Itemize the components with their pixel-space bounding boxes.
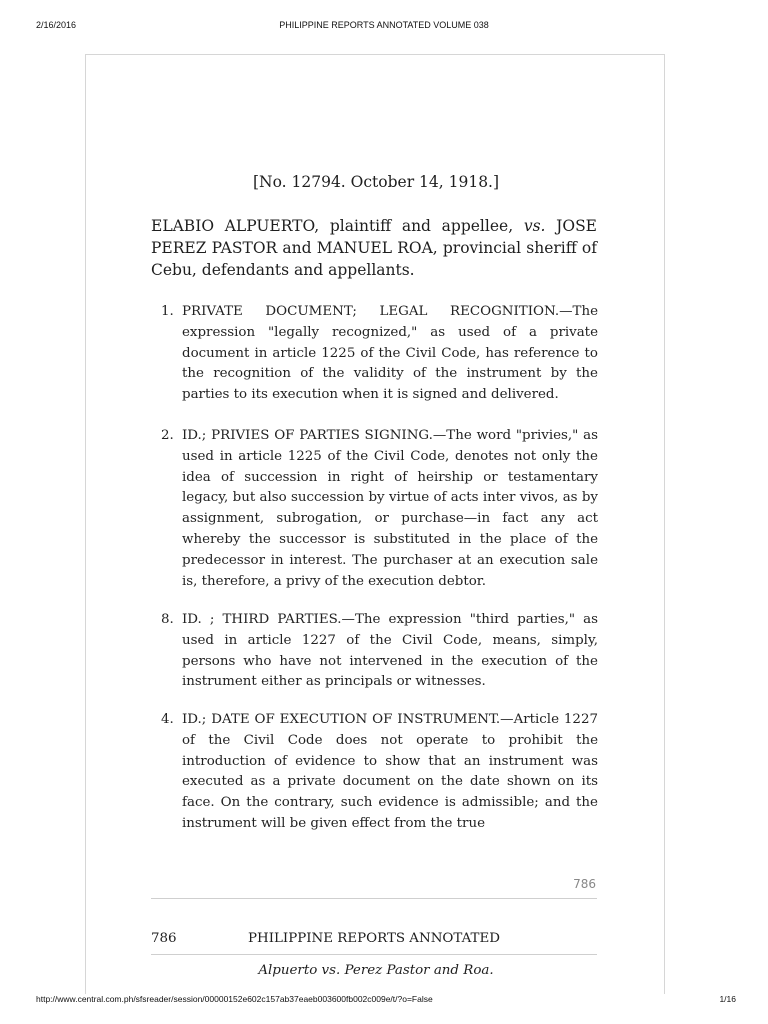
syllabus-number: 4. xyxy=(161,712,174,727)
case-number: [No. 12794. October 14, 1918.] xyxy=(252,173,500,191)
syllabus-number: 1. xyxy=(161,304,174,319)
syllabus-text: PRIVATE DOCUMENT; LEGAL RECOGNITION.—The expression "legally recognized," as used of a private document in article 1225 of the Civil Code, has reference to the recognition of the validity of the instrument by the parties to its execution when it is signed and delivered. xyxy=(182,304,598,403)
syllabus-number: 8. xyxy=(161,612,174,627)
print-url: http://www.central.com.ph/sfsreader/session/00000152e602c157ab37eaeb003600fb002c009e/t/?o=False xyxy=(36,994,433,1004)
print-footer xyxy=(0,990,768,1010)
syllabus-item xyxy=(161,426,598,592)
syllabus-text: ID.; DATE OF EXECUTION OF INSTRUMENT.—Article 1227 of the Civil Code does not operate to prohibit the introduction of evidence to show that an instrument was executed as a private document on the date shown on its face. On the contrary, such evidence is admissible; and the instrument will be given effect from the true xyxy=(182,712,598,831)
running-caption: Alpuerto vs. Perez Pastor and Roa. xyxy=(258,963,494,978)
case-parties xyxy=(151,215,597,281)
parties-post: JOSE PEREZ PASTOR and MANUEL ROA, provincial sheriff of Cebu, defendants and appellants. xyxy=(151,217,597,279)
header-divider xyxy=(151,954,597,955)
syllabus-text: ID. ; THIRD PARTIES.—The expression "third parties," as used in article 1227 of the Civil Code, means, simply, persons who have not intervened in the execution of the instrument either as principals or witnesses. xyxy=(182,612,598,690)
running-header-title: PHILIPPINE REPORTS ANNOTATED xyxy=(248,931,500,946)
page-divider xyxy=(151,898,597,899)
syllabus-item xyxy=(161,302,598,406)
page-marker: 786 xyxy=(573,877,596,891)
syllabus-item xyxy=(161,710,598,835)
syllabus-item xyxy=(161,610,598,693)
print-header xyxy=(0,0,768,40)
print-date: 2/16/2016 xyxy=(36,20,77,30)
document-page xyxy=(85,54,665,994)
running-header-page: 786 xyxy=(151,931,177,946)
parties-pre: ELABIO ALPUERTO, plaintiff and appellee, xyxy=(151,217,524,235)
syllabus-number: 2. xyxy=(161,428,174,443)
print-title: PHILIPPINE REPORTS ANNOTATED VOLUME 038 xyxy=(279,20,489,30)
parties-vs: vs. xyxy=(523,217,546,235)
syllabus-text: ID.; PRIVIES OF PARTIES SIGNING.—The word "privies," as used in article 1225 of the Civil Code, denotes not only the idea of succession in right of heirship or testamentary legacy, but also succession by virtue of acts inter vivos, as by assignment, subrogation, or purchase—in fact any act whereby the successor is substituted in the place of the predecessor in interest. The purchaser at an execution sale is, therefore, a privy of the execution debtor. xyxy=(182,428,598,589)
print-page-indicator: 1/16 xyxy=(719,994,736,1004)
